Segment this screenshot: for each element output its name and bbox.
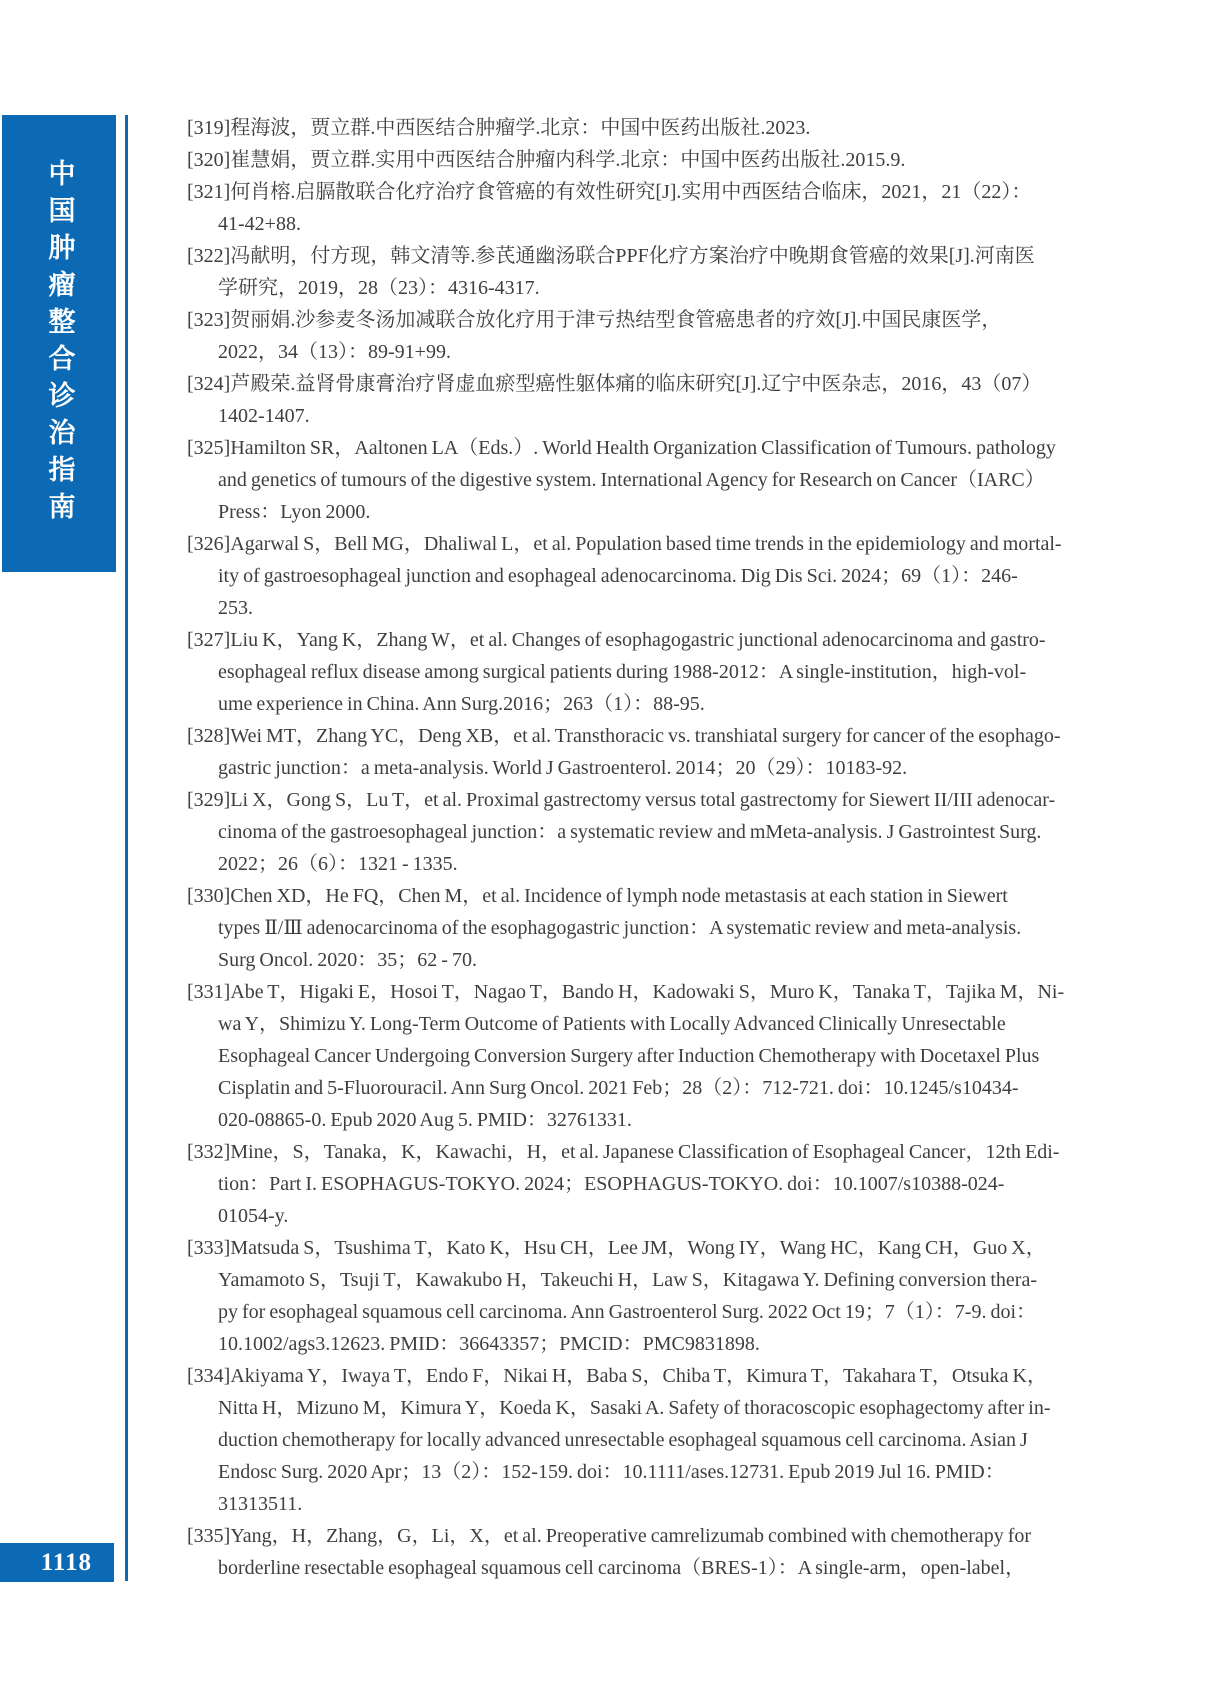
reference-line: [330]Chen XD，He FQ，Chen M，et al. Incidence of lymph node metastasis at each station in Siewert [187, 885, 1008, 907]
reference-line: cinoma of the gastroesophageal junction：a systematic review and mMeta-analysis. J Gastrointest Surg. [218, 821, 1042, 843]
reference-line: [323]贺丽娟.沙参麦冬汤加减联合放化疗用于津亏热结型食管癌患者的疗效[J].中国民康医学， [187, 309, 1002, 331]
reference-line: and genetics of tumours of the digestive system. International Agency for Research on Cancer（IARC） [218, 469, 1045, 491]
reference-line: duction chemotherapy for locally advanced unresectable esophageal squamous cell carcinoma. Asian J [218, 1429, 1028, 1451]
references-list [187, 112, 1087, 1584]
reference-entry [187, 720, 1087, 784]
reference-entry [187, 1136, 1087, 1232]
reference-line: [327]Liu K，Yang K，Zhang W，et al. Changes of esophagogastric junctional adenocarcinoma and gastro- [187, 629, 1046, 651]
reference-line: Nitta H，Mizuno M，Kimura Y，Koeda K，Sasaki A. Safety of thoracoscopic esophagectomy after in- [218, 1397, 1051, 1419]
reference-line: Surg Oncol. 2020：35；62 - 70. [218, 949, 477, 971]
reference-entry [187, 1360, 1087, 1520]
reference-line: 020-08865-0. Epub 2020 Aug 5. PMID：32761331. [218, 1109, 632, 1131]
reference-line: [324]芦殿荣.益肾骨康膏治疗肾虚血瘀型癌性躯体痛的临床研究[J].辽宁中医杂志，2016，43（07） [187, 373, 1042, 395]
page-number-badge: 1118 [0, 1543, 114, 1582]
reference-entry [187, 624, 1087, 720]
reference-line: Esophageal Cancer Undergoing Conversion Surgery after Induction Chemotherapy with Docetaxel Plus [218, 1045, 1040, 1067]
reference-line: borderline resectable esophageal squamous cell carcinoma（BRES-1）：A single-arm，open-label， [218, 1557, 1026, 1579]
reference-line: 学研究，2019，28（23）：4316-4317. [218, 277, 540, 299]
reference-line: Endosc Surg. 2020 Apr；13（2）：152-159. doi：10.1111/ases.12731. Epub 2019 Jul 16. PMID： [218, 1461, 1005, 1483]
reference-line: 2022；26（6）：1321 - 1335. [218, 853, 458, 875]
reference-line: 253. [218, 597, 253, 619]
reference-entry [187, 432, 1087, 528]
reference-entry [187, 880, 1087, 976]
reference-line: [325]Hamilton SR，Aaltonen LA（Eds.）. World Health Organization Classification of Tumours. pathology [187, 437, 1056, 459]
reference-line: 31313511. [218, 1493, 303, 1515]
reference-line: ity of gastroesophageal junction and esophageal adenocarcinoma. Dig Dis Sci. 2024；69（1）：246- [218, 565, 1018, 587]
reference-entry [187, 1232, 1087, 1360]
reference-line: [331]Abe T，Higaki E，Hosoi T，Nagao T，Bando H，Kadowaki S，Muro K，Tanaka T，Tajika M，Ni- [187, 981, 1065, 1003]
reference-line: Yamamoto S，Tsuji T，Kawakubo H，Takeuchi H，Law S，Kitagawa Y. Defining conversion thera- [218, 1269, 1037, 1291]
reference-line: [333]Matsuda S，Tsushima T，Kato K，Hsu CH，Lee JM，Wong IY，Wang HC，Kang CH，Guo X， [187, 1237, 1046, 1259]
reference-line: wa Y，Shimizu Y. Long-Term Outcome of Patients with Locally Advanced Clinically Unresectable [218, 1013, 1006, 1035]
reference-line: Press：Lyon 2000. [218, 501, 371, 523]
reference-line: gastric junction：a meta-analysis. World J Gastroenterol. 2014；20（29）：10183-92. [218, 757, 908, 779]
reference-line: [328]Wei MT，Zhang YC，Deng XB，et al. Transthoracic vs. transhiatal surgery for cancer of the esophago- [187, 725, 1061, 747]
reference-line: [334]Akiyama Y，Iwaya T，Endo F，Nikai H，Baba S，Chiba T，Kimura T，Takahara T，Otsuka K， [187, 1365, 1048, 1387]
reference-line: 41-42+88. [218, 213, 301, 235]
reference-line: tion：Part I. ESOPHAGUS-TOKYO. 2024；ESOPHAGUS-TOKYO. doi：10.1007/s10388-024- [218, 1173, 1005, 1195]
reference-entry [187, 784, 1087, 880]
reference-entry [187, 976, 1087, 1136]
reference-entry [187, 240, 1087, 304]
reference-line: ume experience in China. Ann Surg.2016；263（1）：88-95. [218, 693, 705, 715]
reference-entry [187, 176, 1087, 240]
reference-entry [187, 368, 1087, 432]
book-title-vertical: 中国肿瘤整合诊治指南 [44, 158, 75, 529]
reference-entry [187, 144, 1087, 176]
reference-line: types Ⅱ/Ⅲ adenocarcinoma of the esophagogastric junction：A systematic review and meta-analysis. [218, 917, 1022, 939]
reference-line: [322]冯献明，付方现，韩文清等.参芪通幽汤联合PPF化疗方案治疗中晚期食管癌的效果[J].河南医 [187, 245, 1035, 267]
reference-entry [187, 304, 1087, 368]
reference-line: 10.1002/ags3.12623. PMID：36643357；PMCID：PMC9831898. [218, 1333, 760, 1355]
reference-line: [335]Yang，H，Zhang，G，Li，X，et al. Preoperative camrelizumab combined with chemotherapy for [187, 1525, 1032, 1547]
reference-line: py for esophageal squamous cell carcinoma. Ann Gastroenterol Surg. 2022 Oct 19；7（1）：7-9. doi： [218, 1301, 1037, 1323]
reference-entry [187, 528, 1087, 624]
left-divider-line [125, 115, 128, 1581]
reference-line: [321]何肖榕.启膈散联合化疗治疗食管癌的有效性研究[J].实用中西医结合临床，2021，21（22）： [187, 181, 1032, 203]
reference-line: Cisplatin and 5-Fluorouracil. Ann Surg Oncol. 2021 Feb；28（2）：712-721. doi：10.1245/s10434- [218, 1077, 1019, 1099]
reference-entry [187, 112, 1087, 144]
reference-line: [319]程海波，贾立群.中西医结合肿瘤学.北京：中国中医药出版社.2023. [187, 117, 811, 139]
reference-line: 01054-y. [218, 1205, 289, 1227]
reference-line: [332]Mine，S，Tanaka，K，Kawachi，H，et al. Japanese Classification of Esophageal Cancer，12th Edi- [187, 1141, 1060, 1163]
reference-line: 1402-1407. [218, 405, 310, 427]
reference-line: [326]Agarwal S，Bell MG，Dhaliwal L，et al. Population based time trends in the epidemiology and mortal- [187, 533, 1062, 555]
reference-line: [320]崔慧娟，贾立群.实用中西医结合肿瘤内科学.北京：中国中医药出版社.2015.9. [187, 149, 906, 171]
book-spine-sidebar [2, 115, 116, 572]
reference-entry [187, 1520, 1087, 1584]
reference-line: esophageal reflux disease among surgical patients during 1988-2012：A single-institution，high-vol- [218, 661, 1027, 683]
reference-line: 2022，34（13）：89-91+99. [218, 341, 451, 363]
reference-line: [329]Li X，Gong S，Lu T，et al. Proximal gastrectomy versus total gastrectomy for Siewert II/III adenocar- [187, 789, 1056, 811]
